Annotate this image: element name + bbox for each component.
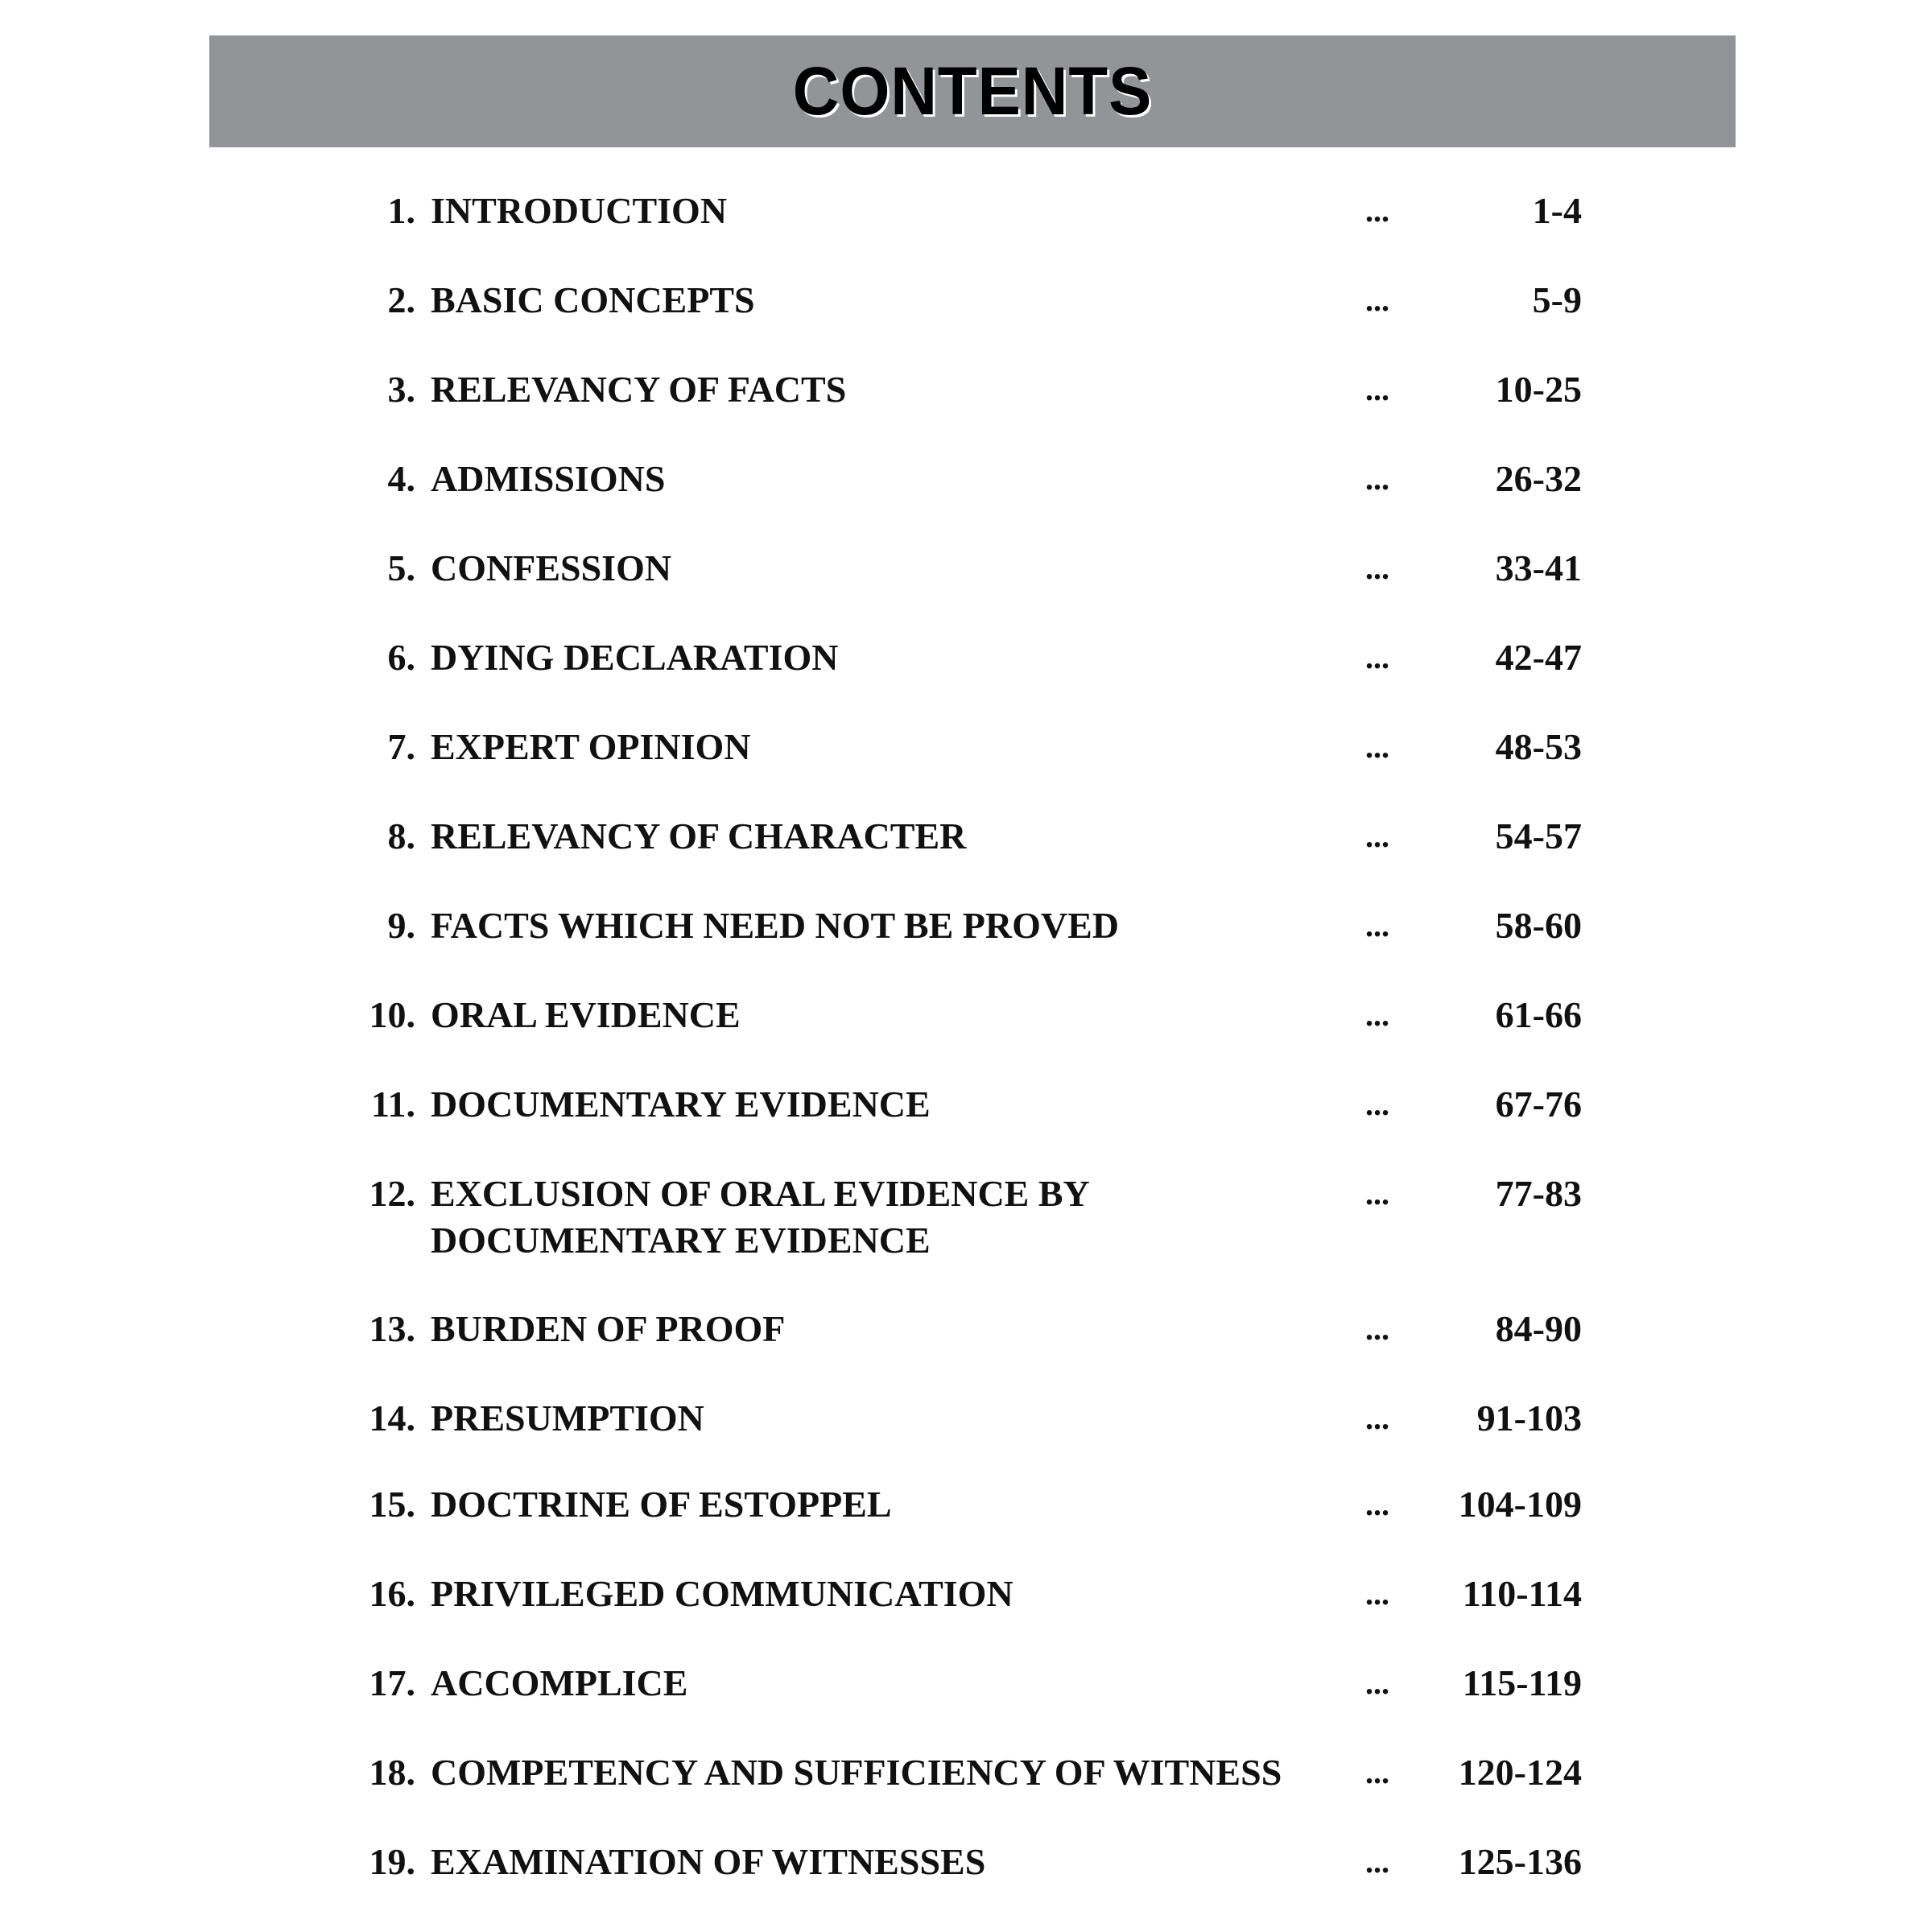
page-range: 42-47 (1495, 637, 1582, 678)
chapter-number: 11. (371, 1084, 415, 1125)
page-range: 77-83 (1495, 1173, 1582, 1214)
toc-entry[interactable] (0, 1170, 1932, 1267)
toc-entry[interactable] (0, 1839, 1932, 1887)
leader-dots: ... (1365, 1575, 1389, 1612)
toc-entry[interactable] (0, 992, 1932, 1040)
chapter-title: ADMISSIONS (431, 458, 666, 499)
page-range: 58-60 (1495, 905, 1582, 946)
chapter-title (431, 1170, 1090, 1264)
page-title: CONTENTS (792, 53, 1153, 129)
leader-dots: ... (1365, 371, 1389, 407)
chapter-title: FACTS WHICH NEED NOT BE PROVED (431, 905, 1119, 946)
page-range: 110-114 (1462, 1573, 1582, 1614)
chapter-title: PRIVILEGED COMMUNICATION (431, 1573, 1013, 1614)
chapter-title-line-1: EXCLUSION OF ORAL EVIDENCE BY (431, 1173, 1090, 1214)
toc-entry[interactable] (0, 545, 1932, 593)
chapter-title: ORAL EVIDENCE (431, 994, 741, 1035)
chapter-number: 2. (387, 279, 415, 320)
chapter-number: 4. (387, 458, 415, 499)
chapter-number: 14. (369, 1397, 415, 1439)
contents-header-band (209, 35, 1736, 147)
leader-dots: ... (1365, 1665, 1389, 1701)
chapter-number: 12. (369, 1173, 415, 1214)
chapter-title: ACCOMPLICE (431, 1662, 688, 1703)
leader-dots: ... (1365, 1843, 1389, 1880)
toc-entry[interactable] (0, 902, 1932, 951)
leader-dots: ... (1365, 818, 1389, 854)
chapter-number: 13. (369, 1308, 415, 1349)
toc-entry[interactable] (0, 1306, 1932, 1354)
leader-dots: ... (1365, 550, 1389, 586)
chapter-title: BURDEN OF PROOF (431, 1308, 786, 1349)
chapter-title: DOCTRINE OF ESTOPPEL (431, 1484, 892, 1525)
chapter-title: CONFESSION (431, 547, 672, 588)
toc-entry[interactable] (0, 1660, 1932, 1708)
chapter-title: RELEVANCY OF CHARACTER (431, 815, 967, 857)
leader-dots: ... (1365, 1311, 1389, 1347)
chapter-number: 6. (387, 637, 415, 678)
leader-dots: ... (1365, 282, 1389, 318)
leader-dots: ... (1365, 1400, 1389, 1436)
leader-dots: ... (1365, 997, 1389, 1033)
page-range: 104-109 (1458, 1484, 1582, 1525)
chapter-number: 5. (387, 547, 415, 588)
chapter-title: BASIC CONCEPTS (431, 279, 755, 320)
chapter-number: 16. (369, 1573, 415, 1614)
page-range: 115-119 (1462, 1662, 1582, 1703)
toc-entry[interactable] (0, 1081, 1932, 1129)
chapter-title: RELEVANCY OF FACTS (431, 369, 847, 410)
chapter-number: 1. (387, 190, 415, 231)
chapter-title-line-2: DOCUMENTARY EVIDENCE (431, 1220, 931, 1261)
page-range: 1-4 (1532, 190, 1582, 231)
page-range: 84-90 (1495, 1308, 1582, 1349)
chapter-title: INTRODUCTION (431, 190, 728, 231)
toc-entry[interactable] (0, 813, 1932, 861)
page-range: 10-25 (1495, 369, 1582, 410)
toc-entry[interactable] (0, 277, 1932, 325)
chapter-number: 9. (387, 905, 415, 946)
chapter-title: PRESUMPTION (431, 1397, 704, 1439)
page-range: 33-41 (1495, 547, 1582, 588)
page-range: 54-57 (1495, 815, 1582, 857)
toc-entry[interactable] (0, 1571, 1932, 1619)
chapter-number: 15. (369, 1484, 415, 1525)
page-range: 26-32 (1495, 458, 1582, 499)
toc-entry[interactable] (0, 1481, 1932, 1530)
chapter-title: DYING DECLARATION (431, 637, 839, 678)
chapter-title: EXPERT OPINION (431, 726, 751, 767)
toc-entry[interactable] (0, 1395, 1932, 1443)
leader-dots: ... (1365, 1086, 1389, 1122)
chapter-title: EXAMINATION OF WITNESSES (431, 1841, 986, 1882)
chapter-number: 17. (369, 1662, 415, 1703)
leader-dots: ... (1365, 639, 1389, 675)
chapter-title: COMPETENCY AND SUFFICIENCY OF WITNESS (431, 1752, 1282, 1793)
chapter-title: DOCUMENTARY EVIDENCE (431, 1084, 931, 1125)
page-range: 61-66 (1495, 994, 1582, 1035)
chapter-number: 18. (369, 1752, 415, 1793)
page-range: 91-103 (1476, 1397, 1582, 1439)
page-range: 120-124 (1458, 1752, 1582, 1793)
leader-dots: ... (1365, 1486, 1389, 1522)
leader-dots: ... (1365, 729, 1389, 765)
chapter-number: 8. (387, 815, 415, 857)
leader-dots: ... (1365, 1754, 1389, 1790)
page-range: 48-53 (1495, 726, 1582, 767)
toc-entry[interactable] (0, 724, 1932, 772)
leader-dots: ... (1365, 907, 1389, 943)
toc-entry[interactable] (0, 1749, 1932, 1798)
toc-entry[interactable] (0, 366, 1932, 415)
toc-entry[interactable] (0, 634, 1932, 683)
page-range: 5-9 (1532, 279, 1582, 320)
toc-entry[interactable] (0, 188, 1932, 236)
page-range: 67-76 (1495, 1084, 1582, 1125)
chapter-number: 10. (369, 994, 415, 1035)
chapter-number: 19. (369, 1841, 415, 1882)
toc-entry[interactable] (0, 456, 1932, 504)
leader-dots: ... (1365, 460, 1389, 497)
leader-dots: ... (1365, 1175, 1389, 1212)
chapter-number: 7. (387, 726, 415, 767)
chapter-number: 3. (387, 369, 415, 410)
page-range: 125-136 (1458, 1841, 1582, 1882)
leader-dots: ... (1365, 192, 1389, 229)
